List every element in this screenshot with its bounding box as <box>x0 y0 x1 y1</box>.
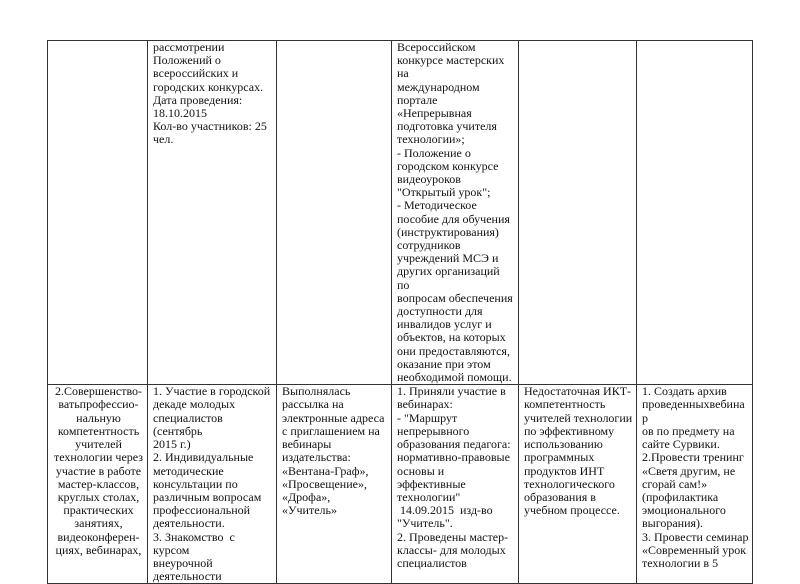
cell-text-line: 1. Приняли участие в <box>397 384 506 399</box>
cell-text-line: ов по предмету на <box>642 423 735 438</box>
cell-text-line: различным вопросам <box>153 489 262 504</box>
cell-text-line: проведенныхвебинар <box>642 397 745 425</box>
cell-text-line: программных <box>524 450 595 465</box>
cell-text-line: участие в работе <box>55 463 142 478</box>
cell-text-line: 3. Знакомство с курсом <box>153 529 238 557</box>
cell-text-line: продуктов ИНТ <box>524 463 605 478</box>
cell-text-line: городских конкурсах. <box>153 79 264 94</box>
cell-text-line: международном <box>397 79 480 94</box>
cell-text-line: других организаций по <box>397 264 503 292</box>
cell-text-line: рассмотрении <box>153 40 225 54</box>
cell-text-line: Дата проведения: <box>153 92 243 107</box>
cell-text-line: компетентность <box>57 423 140 438</box>
cell-text-line: образования педагога: <box>397 437 511 452</box>
cell-text-line: консультации по <box>153 476 238 491</box>
cell-text-line: профессиональной <box>153 503 251 518</box>
cell-text-line: видеоуроков <box>397 172 461 187</box>
cell-text-line: сгорай сам!» <box>642 476 708 491</box>
cell-text-line: круглых столах, <box>57 489 140 504</box>
cell-text-line: Положений о <box>153 53 221 68</box>
cell-text-line: городском конкурсе <box>397 158 499 173</box>
cell-text-line: Кол-во участников: 25 <box>153 119 267 134</box>
cell-text-line: учебном процессе. <box>524 503 620 518</box>
cell-text-line: мастер-классов, <box>57 476 140 491</box>
cell-text-line: специалистов (сентябрь <box>153 410 226 438</box>
cell-text-line: 2.Провести тренинг <box>642 450 744 465</box>
cell-text-line: Выполнялась <box>282 384 351 399</box>
cell-text-line: 14.09.2015 изд-во <box>397 503 493 518</box>
cell-text-line: подготовка учителя <box>397 119 497 134</box>
cell-text-line: компетентность <box>524 397 606 412</box>
cell-text-line: вебинарах: <box>397 397 453 412</box>
cell-text-line: учреждений МСЭ и <box>397 251 499 266</box>
cell-text-line: "Учитель". <box>397 516 453 531</box>
cell-text-line: - "Маршрут <box>397 410 458 425</box>
cell-text-line: технологии»; <box>397 132 465 147</box>
cell-text-line: 2. Проведены мастер- <box>397 529 509 544</box>
cell-text-line: 2.Совершенство- <box>54 384 143 399</box>
table-cell-notes <box>277 385 392 584</box>
cell-text-line: «Современный урок <box>642 542 747 557</box>
cell-text-line: методические <box>153 463 224 478</box>
cell-text-line: 2015 г.) <box>153 437 191 452</box>
cell-text-line: 3. Провести семинар <box>642 529 749 544</box>
cell-text-line: оказание при этом <box>397 356 491 371</box>
cell-text-line: (инструктирования) <box>397 224 499 239</box>
cell-text-line: деятельности <box>153 569 222 584</box>
cell-text-line: использованию <box>524 437 603 452</box>
table-cell-results <box>392 41 519 385</box>
cell-text-line: по эффективному <box>524 423 615 438</box>
cell-text-line: с приглашением на <box>282 423 380 438</box>
cell-text-line: электронные адреса <box>282 410 385 425</box>
plan-table <box>47 40 753 584</box>
cell-text-line: пособие для обучения <box>397 211 510 226</box>
cell-text-line: доступности для <box>397 304 483 319</box>
table-cell-direction <box>48 41 148 385</box>
cell-text-line: Недостаточная ИКТ- <box>524 384 632 399</box>
cell-text-line: технологического <box>524 476 615 491</box>
table-cell-problems <box>519 41 637 385</box>
cell-text-line: 1. Участие в городской <box>153 384 271 399</box>
cell-text-line: видеоконферен- <box>57 529 140 544</box>
cell-text-line: циях, вебинарах, <box>55 542 142 557</box>
cell-text-line: деятельности. <box>153 516 225 531</box>
cell-text-line: 18.10.2015 <box>153 106 207 121</box>
cell-text-line: вопросам обеспечения <box>397 290 513 305</box>
cell-text-line: необходимой помощи. <box>397 370 512 385</box>
cell-text-line: Всероссийском <box>397 40 476 54</box>
cell-text-line: учителей <box>75 437 122 452</box>
cell-text-line: сотрудников <box>397 238 461 253</box>
cell-text-line: они предоставляются, <box>397 343 510 358</box>
cell-text-line: практических <box>63 503 134 518</box>
cell-text-line: издательства: <box>282 450 351 465</box>
cell-text-line: нормативно-правовые <box>397 450 510 465</box>
table-cell-problems <box>519 385 637 584</box>
cell-text-line: нальную <box>76 410 121 425</box>
table-row <box>48 385 753 584</box>
cell-text-line: декаде молодых <box>153 397 236 412</box>
table-cell-plans <box>637 385 753 584</box>
cell-text-line: рассылка на <box>282 397 344 412</box>
cell-text-line: - Положение о <box>397 145 471 160</box>
cell-text-line: классы- для молодых <box>397 542 506 557</box>
cell-text-line: 1. Создать архив <box>642 384 727 399</box>
cell-text-line: объектов, на которых <box>397 330 506 345</box>
table-cell-direction <box>48 385 148 584</box>
cell-text-line: всероссийских и <box>153 66 239 81</box>
table-cell-plans <box>637 41 753 385</box>
cell-text-line: «Просвещение», <box>282 476 367 491</box>
table-cell-activities <box>148 41 277 385</box>
cell-text-line: чел. <box>153 132 174 147</box>
cell-text-line: «Вентана-Граф», <box>282 463 369 478</box>
table-cell-notes <box>277 41 392 385</box>
cell-text-line: сайте Сурвики. <box>642 437 720 452</box>
table-row <box>48 41 753 385</box>
cell-text-line: технологии" <box>397 489 461 504</box>
cell-text-line: занятиях, <box>74 516 123 531</box>
cell-text-line: технологии через <box>53 450 143 465</box>
cell-text-line: непрерывного <box>397 423 470 438</box>
cell-text-line: внеурочной <box>153 555 213 570</box>
cell-text-line: учителей технологии <box>524 410 633 425</box>
cell-text-line: «Дрофа», «Учитель» <box>282 489 337 518</box>
cell-text-line: «Светя другим, не <box>642 463 736 478</box>
cell-text-line: - Методическое <box>397 198 477 213</box>
cell-text-line: ватьпрофессио- <box>58 397 139 412</box>
cell-text-line: конкурсе мастерских на <box>397 53 508 81</box>
cell-text-line: портале «Непрерывная <box>397 92 472 121</box>
cell-text-line: технологии в 5 <box>642 555 719 570</box>
cell-text-line: образования в <box>524 489 596 504</box>
cell-text-line: "Открытый урок"; <box>397 185 491 200</box>
cell-text-line: основы и эффективные <box>397 463 466 491</box>
cell-text-line: (профилактика <box>642 489 719 504</box>
cell-text-line: 2. Индивидуальные <box>153 450 254 465</box>
cell-text-line: инвалидов услуг и <box>397 317 492 332</box>
table-cell-activities <box>148 385 277 584</box>
cell-text-line: эмоционального <box>642 503 726 518</box>
cell-text-line: специалистов <box>397 555 467 570</box>
cell-text-line: выгорания). <box>642 516 704 531</box>
cell-text-line: вебинары <box>282 437 332 452</box>
table-cell-results <box>392 385 519 584</box>
